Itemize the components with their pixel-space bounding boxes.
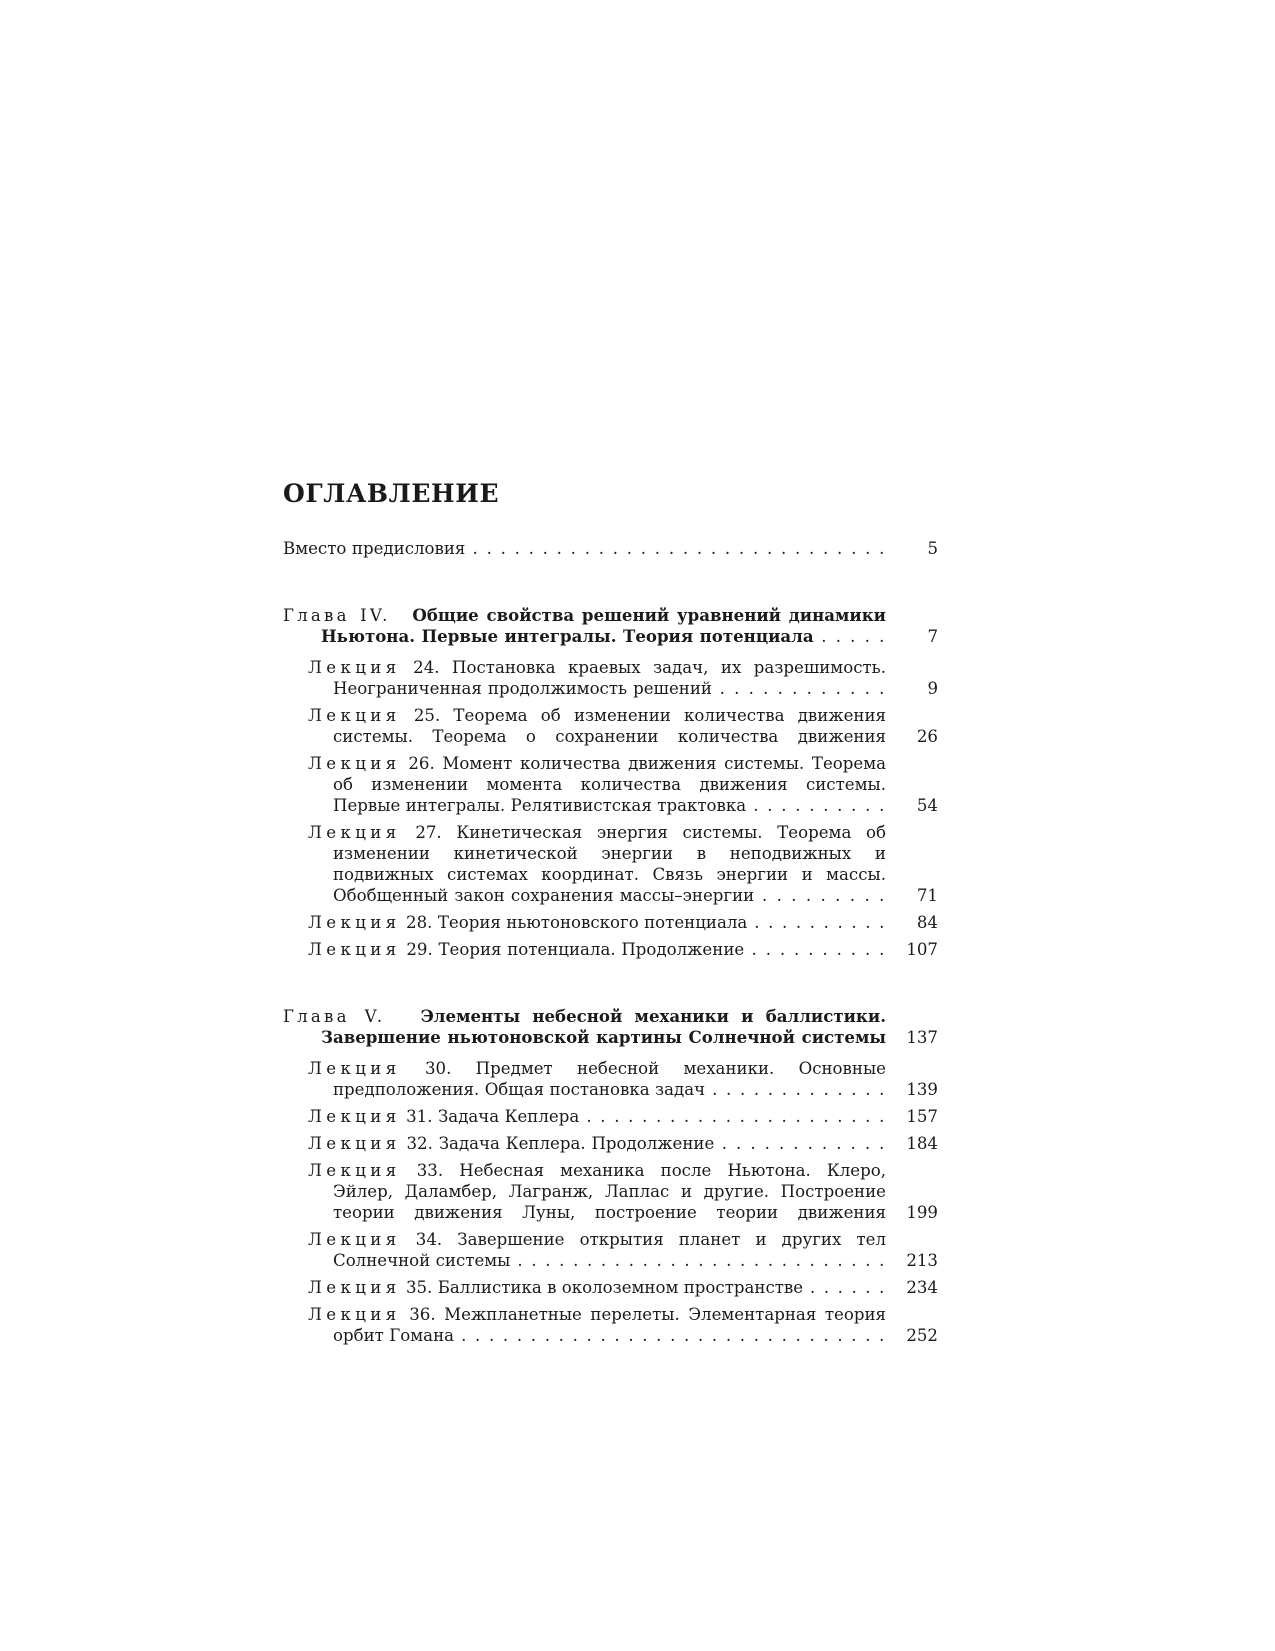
toc-lecture-entry[interactable] [283,705,938,747]
toc-page-number: 71 [916,886,938,905]
lecture-title: 25. Теорема об изменении количества движения системы. Теорема о сохранении количества движения [333,706,886,746]
chapter-heading [283,605,886,647]
toc-page-number: 157 [906,1107,938,1126]
page-title: ОГЛАВЛЕНИЕ [283,479,500,508]
lecture-label: Лекция [308,1305,401,1324]
lecture-label: Лекция [308,1161,401,1180]
toc-entry-text [283,538,886,559]
lecture-title: 26. Момент количества движения системы. Теорема об изменении момента количества движения системы. Первые интегралы. Релятивистская трактовка [333,754,886,815]
chapter-label: Глава V. [283,1007,386,1026]
lecture-heading [308,1304,886,1346]
lecture-title: 31. Задача Кеплера [406,1107,580,1126]
toc-page-number: 199 [906,1203,938,1222]
lecture-heading [308,1058,886,1100]
lecture-heading [308,912,886,933]
toc-page-number: 137 [906,1028,938,1047]
toc-page-number: 84 [916,913,938,932]
lecture-title: 29. Теория потенциала. Продолжение [406,940,745,959]
lecture-title: 35. Баллистика в околоземном пространстве [405,1278,804,1297]
lecture-label: Лекция [308,1278,401,1297]
lecture-title: 34. Завершение открытия планет и других тел Солнечной системы [333,1230,886,1270]
toc-page-number: 139 [906,1080,938,1099]
lecture-label: Лекция [308,754,401,773]
lecture-heading [308,822,886,906]
chapter-list [283,605,938,1346]
lecture-title: 28. Теория ньютоновского потенциала [406,913,748,932]
toc-lecture-entry[interactable] [283,657,938,699]
lecture-heading [308,1160,886,1223]
table-of-contents [283,480,938,1352]
lecture-label: Лекция [308,823,401,842]
toc-lecture-entry[interactable] [283,1277,938,1298]
lecture-label: Лекция [308,1230,401,1249]
lecture-heading [308,1277,886,1298]
lecture-title: 27. Кинетическая энергия системы. Теорема об изменении кинетической энергии в неподвижных и подвижных системах координат. Связь энергии и массы. Обобщенный закон сохранения массы–энергии [333,823,886,905]
toc-chapter-1[interactable] [283,605,938,647]
toc-page-number: 7 [927,627,938,646]
toc-page-number: 184 [906,1134,938,1153]
chapter-title: Элементы небесной механики и баллистики. Завершение ньютоновской картины Солнечной системы [321,1006,886,1047]
lecture-heading [308,753,886,816]
toc-lecture-entry[interactable] [283,1133,938,1154]
lecture-label: Лекция [308,1059,401,1078]
toc-page-number: 107 [906,940,938,959]
toc-entry-label: Вместо предисловия [283,539,466,558]
toc-lecture-entry[interactable] [283,939,938,960]
toc-lecture-entry[interactable] [283,822,938,906]
toc-page-number: 54 [916,796,938,815]
lecture-heading [308,705,886,747]
toc-lecture-entry[interactable] [283,1304,938,1346]
toc-page-number: 5 [927,539,938,558]
toc-page-number: 26 [916,727,938,746]
lecture-title: 33. Небесная механика после Ньютона. Клеро, Эйлер, Даламбер, Лагранж, Лаплас и другие. Построение теории движения Луны, построение теории движения [333,1161,886,1222]
lecture-title: 32. Задача Кеплера. Продолжение [406,1134,715,1153]
toc-lecture-entry[interactable] [283,1058,938,1100]
toc-lecture-entry[interactable] [283,912,938,933]
lecture-title: 30. Предмет небесной механики. Основные предположения. Общая постановка задач [333,1059,886,1099]
lecture-heading [308,1133,886,1154]
chapter-title: Общие свойства решений уравнений динамики Ньютона. Первые интегралы. Теория потенциала [321,605,886,646]
lecture-title: 36. Межпланетные перелеты. Элементарная теория орбит Гомана [333,1305,886,1345]
lecture-heading [308,657,886,699]
lecture-label: Лекция [308,913,401,932]
toc-lecture-entry[interactable] [283,1106,938,1127]
lecture-label: Лекция [308,940,401,959]
chapter-spacer [283,966,938,1006]
lecture-label: Лекция [308,706,401,725]
toc-lecture-entry[interactable] [283,1229,938,1271]
chapter-heading [283,1006,886,1048]
lecture-heading [308,1106,886,1127]
lecture-label: Лекция [308,1107,401,1126]
lecture-label: Лекция [308,658,401,677]
toc-page-number: 9 [927,679,938,698]
toc-entry-preface[interactable] [283,538,938,559]
lecture-heading [308,939,886,960]
toc-lecture-entry[interactable] [283,1160,938,1223]
toc-page-number: 213 [906,1251,938,1270]
toc-lecture-entry[interactable] [283,753,938,816]
lecture-label: Лекция [308,1134,401,1153]
lecture-title: 24. Постановка краевых задач, их разрешимость. Неограниченная продолжимость решений [333,658,886,698]
toc-chapter-2[interactable] [283,1006,938,1048]
toc-page-number: 252 [906,1326,938,1345]
chapter-label: Глава IV. [283,606,391,625]
lecture-heading [308,1229,886,1271]
toc-page-number: 234 [906,1278,938,1297]
